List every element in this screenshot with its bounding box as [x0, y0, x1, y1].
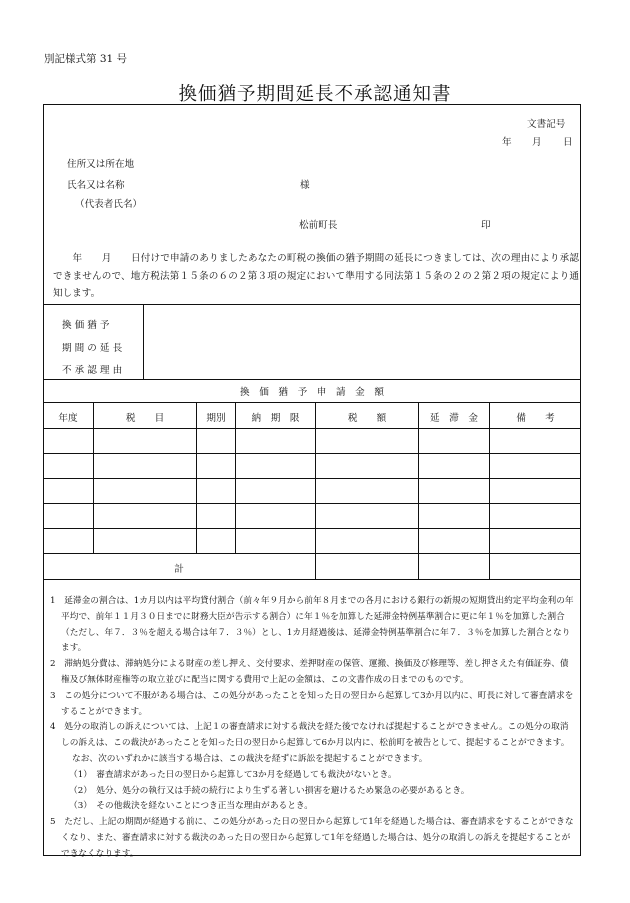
column-header-tax-item: 税 目	[125, 413, 165, 424]
table-row-line	[43, 428, 581, 429]
form-number: 別記様式第 31 号	[44, 53, 128, 65]
note-item-3: 3 この処分について不服がある場合は、この処分があったことを知った日の翌日から起算して3か月以内に、町長に対して審査請求をすることができます。	[50, 690, 574, 717]
note-item-2: 2 滞納処分費は、滞納処分による財産の差し押え、交付要求、差押財産の保管、運搬、換価及び修理等、差し押さえた有価証券、債権及び無体財産権等の取立並びに配当に関する費用で上記の金額は、この文書作成の日までのものです。	[50, 659, 569, 685]
document-title: 換価猶予期間延長不承認通知書	[178, 84, 452, 105]
table-column-line	[315, 402, 316, 579]
total-label: 計	[174, 564, 184, 575]
table-column-line	[418, 402, 419, 579]
document-number-label: 文書記号	[527, 119, 566, 130]
note-item-4-supplement: なお、次のいずれかに該当する場合は、この裁決を経ずに訴訟を提起することができます。	[72, 753, 428, 764]
note-sub-item-3: （3） その他裁決を経ないことにつき正当な理由があるとき。	[69, 801, 313, 812]
divider	[143, 304, 144, 379]
date-month-label: 月	[532, 137, 542, 148]
seal-mark: 印	[481, 220, 491, 231]
note-item-4: 4 処分の取消しの訴えについては、上記１の審査請求に対する裁決を経た後でなければ提起することができません。この処分の取消しの訴えは、この裁決があったことを知った日の翌日から起算して6か月以内に、松前町を被告として、提起することができます。	[50, 722, 570, 749]
notes-section	[50, 594, 576, 863]
honorific: 様	[300, 180, 310, 191]
column-header-due-date: 納 期 限	[251, 413, 300, 424]
table-row-line	[43, 553, 581, 554]
column-header-remarks: 備 考	[516, 413, 555, 424]
date-year-label: 年	[502, 137, 512, 148]
reason-label-line1: 換 価 猶 予	[62, 320, 110, 331]
address-label: 住所又は所在地	[67, 159, 135, 170]
table-row-line	[43, 453, 581, 454]
note-item-1: 1 延滞金の割合は、1カ月以内は平均貸付割合（前々年９月から前年８月までの各月における銀行の新規の短期貸出約定平均金利の年平均で、前年１１月３０日までに財務大臣が告示する割合）に年１％を加算した延滞金特例基準割合に更に年１％を加算した割合（ただし、年７．３％を超える場合は年７．３％）とし、1カ月経過後は、延滞金特例基準割合に年７．３％を加算した割合となります。	[50, 596, 574, 654]
date-day-label: 日	[563, 137, 573, 148]
table-row-line	[43, 528, 581, 529]
name-label: 氏名又は名称	[67, 180, 125, 191]
table-row-line	[43, 478, 581, 479]
divider	[43, 402, 581, 403]
table-row-line	[43, 503, 581, 504]
table-column-line	[235, 402, 236, 553]
representative-label: （代表者氏名）	[75, 199, 143, 210]
reason-label-line2: 期 間 の 延 長	[62, 343, 123, 354]
notice-body: 年 月 日付けで申請のありましたあなたの町税の換価の猶予期間の延長につきましては、次の理由により承認できませんので、地方税法第１５条の６の２第３項の規定において準用する同法第１５条の２の２第２項の規定により通知します。	[53, 253, 579, 299]
divider	[43, 304, 581, 305]
reason-label-line3: 不 承 認 理 由	[62, 365, 123, 376]
divider	[43, 579, 581, 580]
issuer-name: 松前町長	[299, 220, 338, 231]
note-sub-item-2: （2） 処分、処分の執行又は手続の続行により生ずる著しい損害を避けるため緊急の必要があるとき。	[69, 785, 470, 796]
table-column-line	[93, 402, 94, 553]
note-sub-item-1: （1） 審査請求があった日の翌日から起算して3か月を経過しても裁決がないとき。	[69, 769, 397, 780]
divider	[43, 379, 581, 380]
table-column-line	[196, 402, 197, 553]
amount-table-title: 換 価 猶 予 申 請 金 額	[240, 387, 384, 398]
column-header-late-fee: 延 滞 金	[430, 413, 478, 424]
note-item-5: 5 ただし、上記の期間が経過する前に、この処分があった日の翌日から起算して1年を経過した場合は、審査請求をすることができなくなり、また、審査請求に対する裁決のあった日の翌日から起算して1年を経過した場合は、処分の取消しの訴えを提起することができなくなります。	[50, 817, 574, 859]
table-column-line	[489, 402, 490, 579]
column-header-tax-amount: 税 額	[347, 413, 387, 424]
column-header-period: 期別	[206, 413, 226, 424]
column-header-fiscal-year: 年度	[58, 413, 78, 424]
